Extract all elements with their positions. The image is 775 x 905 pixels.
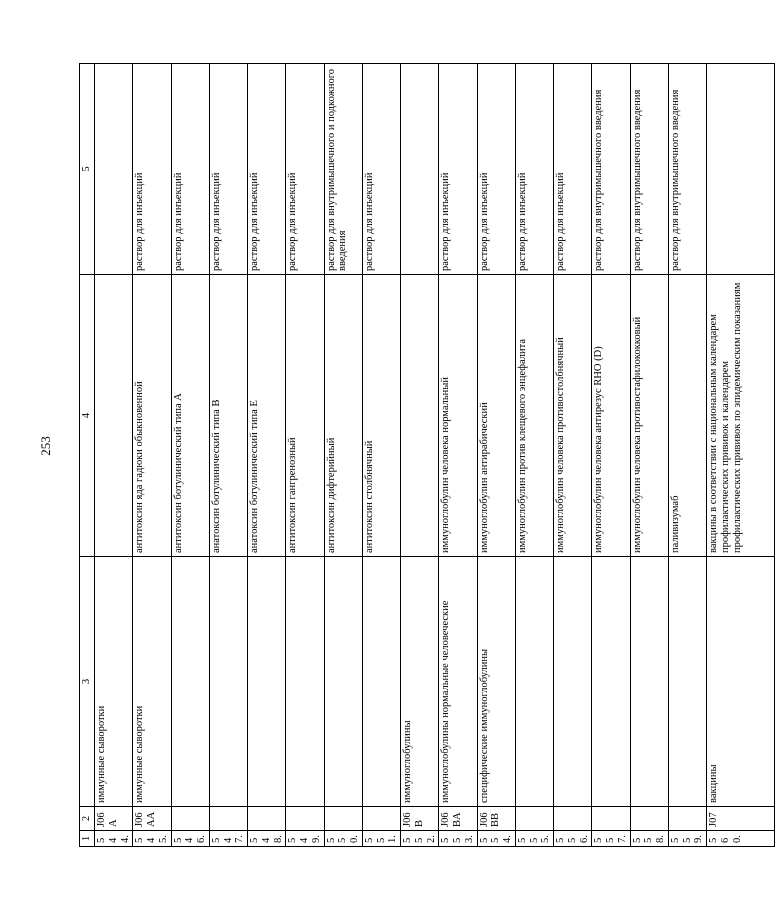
cell-code: J06AA bbox=[133, 807, 171, 831]
cell-form: раствор для внутримышечного введения bbox=[592, 64, 630, 275]
cell-code bbox=[554, 807, 592, 831]
cell-name: антитоксин столбнячный bbox=[362, 275, 400, 557]
header-cell: 1 bbox=[80, 831, 95, 847]
rotated-table-wrapper bbox=[79, 64, 743, 847]
cell-form: раствор для внутримышечного и подкожного введения bbox=[324, 64, 362, 275]
cell-group bbox=[171, 557, 209, 807]
cell-group bbox=[668, 557, 706, 807]
cell-n: 545. bbox=[133, 831, 171, 847]
header-cell: 4 bbox=[80, 275, 95, 557]
table-row bbox=[515, 64, 553, 847]
page-number: 253 bbox=[38, 436, 53, 456]
cell-group: вакцины bbox=[707, 557, 775, 807]
table-row bbox=[668, 64, 706, 847]
cell-code bbox=[630, 807, 668, 831]
table-row bbox=[477, 64, 515, 847]
cell-code: J06A bbox=[95, 807, 133, 831]
table-row bbox=[707, 64, 775, 847]
cell-form: раствор для инъекций bbox=[439, 64, 477, 275]
cell-name: вакцины в соответствии с национальным календарем профилактических прививок и календарем профилактических прививок по эпидемическим показаниям bbox=[707, 275, 775, 557]
table-row bbox=[630, 64, 668, 847]
cell-form: раствор для инъекций bbox=[477, 64, 515, 275]
cell-form bbox=[707, 64, 775, 275]
cell-n: 555. bbox=[515, 831, 553, 847]
table-row bbox=[401, 64, 439, 847]
cell-n: 551. bbox=[362, 831, 400, 847]
cell-group bbox=[630, 557, 668, 807]
cell-code bbox=[171, 807, 209, 831]
header-cell: 5 bbox=[80, 64, 95, 275]
cell-name: иммуноглобулин человека антирезус RHO (D) bbox=[592, 275, 630, 557]
cell-n: 556. bbox=[554, 831, 592, 847]
cell-code: J07 bbox=[707, 807, 775, 831]
cell-code bbox=[324, 807, 362, 831]
cell-n: 547. bbox=[209, 831, 247, 847]
cell-group: иммунные сыворотки bbox=[133, 557, 171, 807]
cell-code: J06BA bbox=[439, 807, 477, 831]
cell-group: иммуноглобулины нормальные человеческие bbox=[439, 557, 477, 807]
cell-form: раствор для инъекций bbox=[248, 64, 286, 275]
medicines-table bbox=[79, 63, 775, 847]
cell-n: 550. bbox=[324, 831, 362, 847]
cell-group bbox=[515, 557, 553, 807]
cell-name: иммуноглобулин человека противостафилококковый bbox=[630, 275, 668, 557]
cell-group bbox=[592, 557, 630, 807]
cell-group bbox=[248, 557, 286, 807]
cell-group bbox=[324, 557, 362, 807]
cell-name: иммуноглобулин человека противостолбнячный bbox=[554, 275, 592, 557]
cell-n: 557. bbox=[592, 831, 630, 847]
cell-form: раствор для инъекций bbox=[209, 64, 247, 275]
table-row bbox=[362, 64, 400, 847]
cell-n: 554. bbox=[477, 831, 515, 847]
table-row bbox=[171, 64, 209, 847]
cell-code bbox=[286, 807, 324, 831]
table-row bbox=[95, 64, 133, 847]
cell-form: раствор для внутримышечного введения bbox=[630, 64, 668, 275]
cell-name: антитоксин яда гадюки обыкновенной bbox=[133, 275, 171, 557]
cell-code bbox=[592, 807, 630, 831]
cell-n: 558. bbox=[630, 831, 668, 847]
cell-n: 546. bbox=[171, 831, 209, 847]
cell-group bbox=[286, 557, 324, 807]
table-row bbox=[439, 64, 477, 847]
cell-group bbox=[209, 557, 247, 807]
cell-code bbox=[362, 807, 400, 831]
header-cell: 3 bbox=[80, 557, 95, 807]
cell-name: антитоксин ботулинический типа А bbox=[171, 275, 209, 557]
cell-code: J06B bbox=[401, 807, 439, 831]
cell-group bbox=[362, 557, 400, 807]
cell-n: 560. bbox=[707, 831, 775, 847]
cell-group: иммунные сыворотки bbox=[95, 557, 133, 807]
cell-form: раствор для инъекций bbox=[362, 64, 400, 275]
table-row bbox=[554, 64, 592, 847]
table-row bbox=[592, 64, 630, 847]
cell-name: паливизумаб bbox=[668, 275, 706, 557]
cell-form: раствор для инъекций bbox=[133, 64, 171, 275]
cell-name: анатоксин ботулинический типа Е bbox=[248, 275, 286, 557]
cell-form bbox=[401, 64, 439, 275]
cell-n: 552. bbox=[401, 831, 439, 847]
cell-name bbox=[95, 275, 133, 557]
cell-code bbox=[668, 807, 706, 831]
cell-code bbox=[209, 807, 247, 831]
cell-name: антитоксин дифтерийный bbox=[324, 275, 362, 557]
cell-code: J06BB bbox=[477, 807, 515, 831]
cell-form: раствор для инъекций bbox=[171, 64, 209, 275]
cell-name bbox=[401, 275, 439, 557]
header-cell: 2 bbox=[80, 807, 95, 831]
cell-form bbox=[95, 64, 133, 275]
cell-n: 549. bbox=[286, 831, 324, 847]
cell-name: иммуноглобулин человека нормальный bbox=[439, 275, 477, 557]
cell-code bbox=[248, 807, 286, 831]
cell-name: антитоксин гангренозный bbox=[286, 275, 324, 557]
cell-form: раствор для инъекций bbox=[554, 64, 592, 275]
cell-n: 559. bbox=[668, 831, 706, 847]
cell-name: иммуноглобулин против клещевого энцефалита bbox=[515, 275, 553, 557]
cell-n: 548. bbox=[248, 831, 286, 847]
cell-form: раствор для внутримышечного введения bbox=[668, 64, 706, 275]
cell-form: раствор для инъекций bbox=[515, 64, 553, 275]
cell-form: раствор для инъекций bbox=[286, 64, 324, 275]
cell-group: иммуноглобулины bbox=[401, 557, 439, 807]
cell-n: 544. bbox=[95, 831, 133, 847]
table-row bbox=[133, 64, 171, 847]
cell-code bbox=[515, 807, 553, 831]
table-row bbox=[209, 64, 247, 847]
column-numbers-row bbox=[80, 64, 95, 847]
cell-group: специфические иммуноглобулины bbox=[477, 557, 515, 807]
table-row bbox=[248, 64, 286, 847]
cell-name: анатоксин ботулинический типа В bbox=[209, 275, 247, 557]
table-row bbox=[286, 64, 324, 847]
cell-group bbox=[554, 557, 592, 807]
cell-n: 553. bbox=[439, 831, 477, 847]
table-row bbox=[324, 64, 362, 847]
cell-name: иммуноглобулин антирабический bbox=[477, 275, 515, 557]
